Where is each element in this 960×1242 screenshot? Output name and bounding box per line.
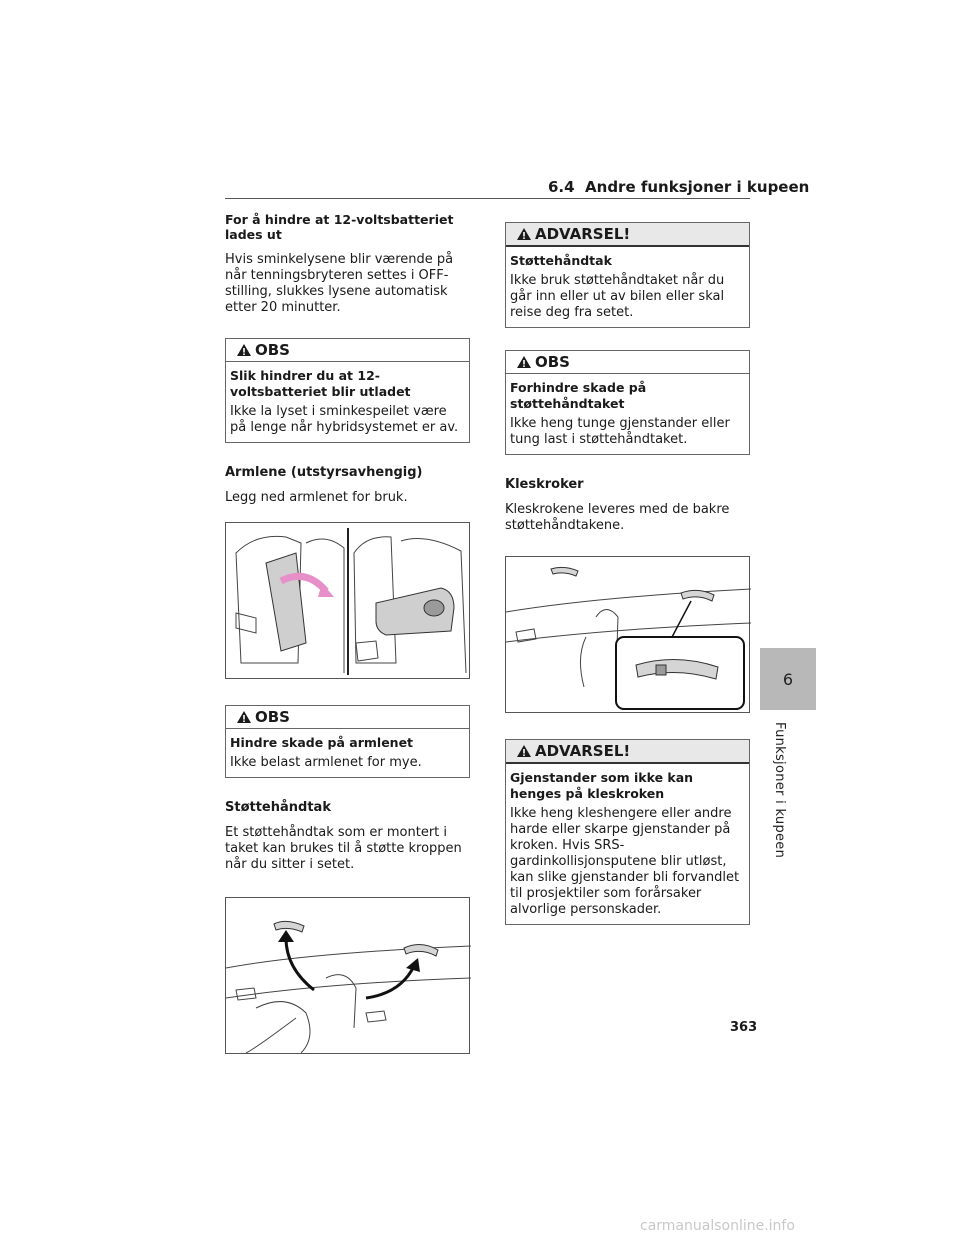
obs-callout-armrest [225, 705, 470, 778]
chapter-title: Funksjoner i kupeen [772, 722, 787, 859]
obs-label: OBS [255, 708, 290, 726]
warning-callout-handle [505, 222, 750, 328]
obs-callout-body [226, 729, 469, 777]
chapter-number: 6 [782, 669, 794, 689]
warning-callout-body [506, 764, 749, 924]
obs-callout-header [226, 339, 469, 362]
grab-handle-illustration [225, 897, 470, 1054]
warning-callout-header [506, 740, 749, 764]
handle-heading: Støttehåndtak [225, 800, 331, 815]
warning-triangle-icon [236, 343, 252, 357]
battery-subheading: For å hindre at 12-voltsbatteriet lades ut [225, 212, 454, 242]
armrest-heading: Armlene (utstyrsavhengig) [225, 465, 423, 480]
coat-hook-drawing [506, 557, 751, 712]
obs-callout-header [226, 706, 469, 729]
obs-callout-body [226, 362, 469, 442]
obs-text: Ikke la lyset i sminkespeilet være på lenge når hybridsystemet er av. [230, 404, 459, 435]
obs-label: OBS [535, 353, 570, 371]
warning-triangle-icon [516, 355, 532, 369]
warning-triangle-icon [236, 710, 252, 724]
obs-title: Slik hindrer du at 12-voltsbatteriet blir utladet [230, 368, 411, 399]
right-column [505, 222, 750, 947]
left-column [225, 212, 470, 1076]
armrest-paragraph: Legg ned armlenet for bruk. [225, 490, 408, 505]
obs-title: Hindre skade på armlenet [230, 735, 414, 750]
obs-label: OBS [255, 341, 290, 359]
obs-text: Ikke heng tunge gjenstander eller tung last i støttehåndtaket. [510, 416, 730, 447]
obs-callout-body [506, 374, 749, 454]
header-rule [225, 198, 750, 199]
obs-text: Ikke belast armlenet for mye. [230, 755, 422, 770]
warning-triangle-icon [516, 744, 532, 758]
warning-title: Støttehåndtak [510, 253, 612, 268]
warning-title: Gjenstander som ikke kan henges på kleskroken [510, 770, 694, 801]
obs-title: Forhindre skade på støttehåndtaket [510, 380, 647, 411]
obs-callout-handle [505, 350, 750, 455]
hooks-paragraph: Kleskrokene leveres med de bakre støttehåndtakene. [505, 502, 730, 533]
warning-triangle-icon [516, 227, 532, 241]
page-number: 363 [730, 1020, 758, 1035]
battery-paragraph: Hvis sminkelysene blir værende på når tenningsbryteren settes i OFF-stilling, slukkes lysene automatisk etter 20 minutter. [225, 252, 454, 315]
hooks-heading: Kleskroker [505, 477, 584, 492]
warning-text: Ikke bruk støttehåndtaket når du går inn eller ut av bilen eller skal reise deg fra setet. [510, 273, 725, 320]
warning-callout-hooks [505, 739, 750, 925]
warning-callout-body [506, 247, 749, 327]
coat-hook-illustration [505, 556, 750, 713]
armrest-drawing [226, 523, 471, 678]
warning-callout-header [506, 223, 749, 247]
obs-callout-header [506, 351, 749, 374]
warning-label: ADVARSEL! [535, 742, 631, 760]
warning-label: ADVARSEL! [535, 225, 631, 243]
section-header [548, 178, 809, 196]
chapter-tab [760, 648, 816, 710]
section-number: 6.4 [548, 178, 575, 196]
section-title: Andre funksjoner i kupeen [585, 178, 810, 196]
handle-paragraph: Et støttehåndtak som er montert i taket kan brukes til å støtte kroppen når du sitter i setet. [225, 825, 462, 872]
obs-callout-battery [225, 338, 470, 443]
grab-handle-drawing [226, 898, 471, 1053]
armrest-illustration [225, 522, 470, 679]
watermark: carmanualsonline.info [640, 1218, 795, 1234]
warning-text: Ikke heng kleshengere eller andre harde eller skarpe gjenstander på kroken. Hvis SRS-gardinkollisjonsputene blir utløst, kan slike gjenstander bli forvandlet til prosjektiler som forårsaker alvorlige personskader. [510, 806, 740, 917]
